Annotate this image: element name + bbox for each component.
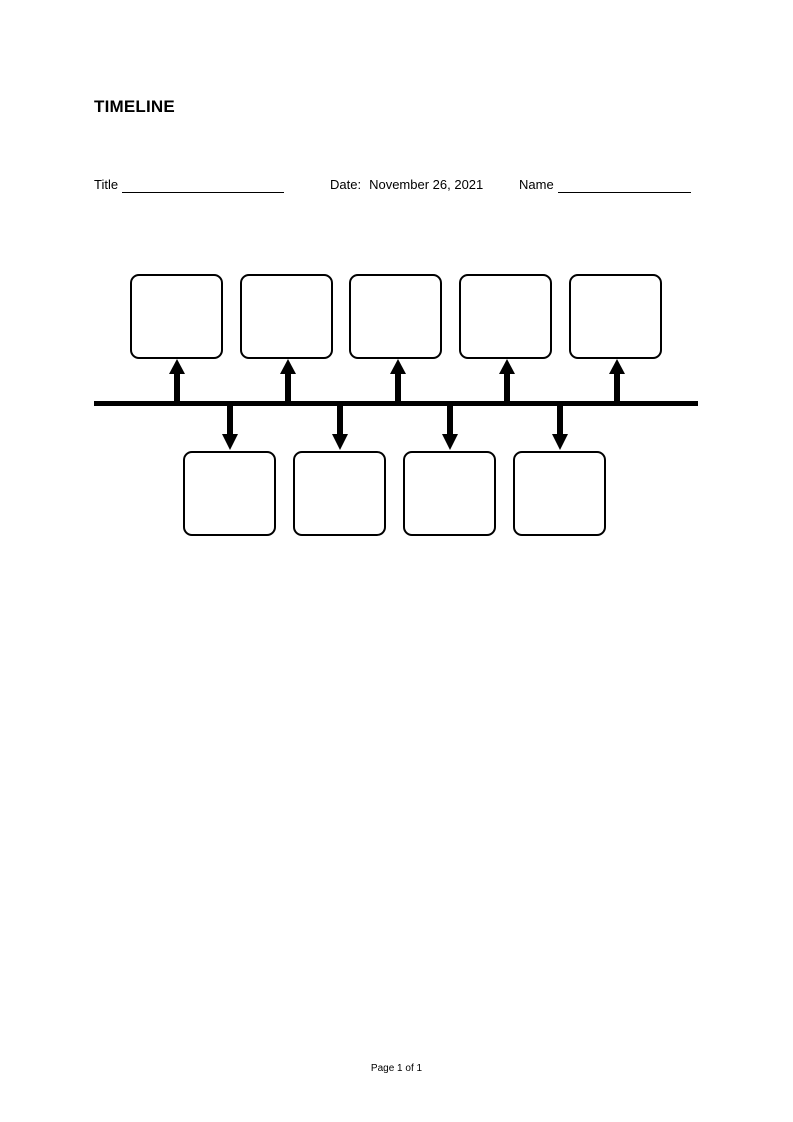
- event-box[interactable]: [404, 452, 495, 535]
- title-label: Title: [94, 177, 119, 192]
- arrow-down-head: [332, 434, 348, 450]
- bottom-event-4: [514, 403, 605, 535]
- page-title: TIMELINE: [94, 97, 175, 116]
- page-footer: Page 1 of 1: [370, 1063, 423, 1074]
- name-label: Name: [519, 177, 554, 192]
- arrow-up-head: [280, 359, 296, 374]
- bottom-event-3: [404, 403, 495, 535]
- event-box[interactable]: [514, 452, 605, 535]
- arrow-up-head: [499, 359, 515, 374]
- top-event-2: [241, 275, 332, 404]
- arrow-up-shaft: [174, 372, 180, 404]
- event-box[interactable]: [131, 275, 222, 358]
- top-event-1: [131, 275, 222, 404]
- arrow-up-shaft: [395, 372, 401, 404]
- arrow-up-shaft: [614, 372, 620, 404]
- event-box[interactable]: [294, 452, 385, 535]
- arrow-up-shaft: [504, 372, 510, 404]
- bottom-event-2: [294, 403, 385, 535]
- arrow-up-head: [609, 359, 625, 374]
- event-box[interactable]: [570, 275, 661, 358]
- arrow-down-head: [552, 434, 568, 450]
- event-box[interactable]: [350, 275, 441, 358]
- arrow-down-shaft: [337, 403, 343, 436]
- arrow-down-head: [222, 434, 238, 450]
- date-label: Date:: [330, 177, 362, 192]
- bottom-events: [184, 403, 605, 535]
- date-value: November 26, 2021: [369, 177, 484, 192]
- arrow-up-shaft: [285, 372, 291, 404]
- arrow-down-shaft: [557, 403, 563, 436]
- event-box[interactable]: [460, 275, 551, 358]
- top-event-5: [570, 275, 661, 404]
- arrow-down-shaft: [447, 403, 453, 436]
- top-events: [131, 275, 661, 404]
- event-box[interactable]: [184, 452, 275, 535]
- top-event-4: [460, 275, 551, 404]
- arrow-up-head: [169, 359, 185, 374]
- top-event-3: [350, 275, 441, 404]
- event-box[interactable]: [241, 275, 332, 358]
- arrow-down-head: [442, 434, 458, 450]
- bottom-event-1: [184, 403, 275, 535]
- arrow-down-shaft: [227, 403, 233, 436]
- arrow-up-head: [390, 359, 406, 374]
